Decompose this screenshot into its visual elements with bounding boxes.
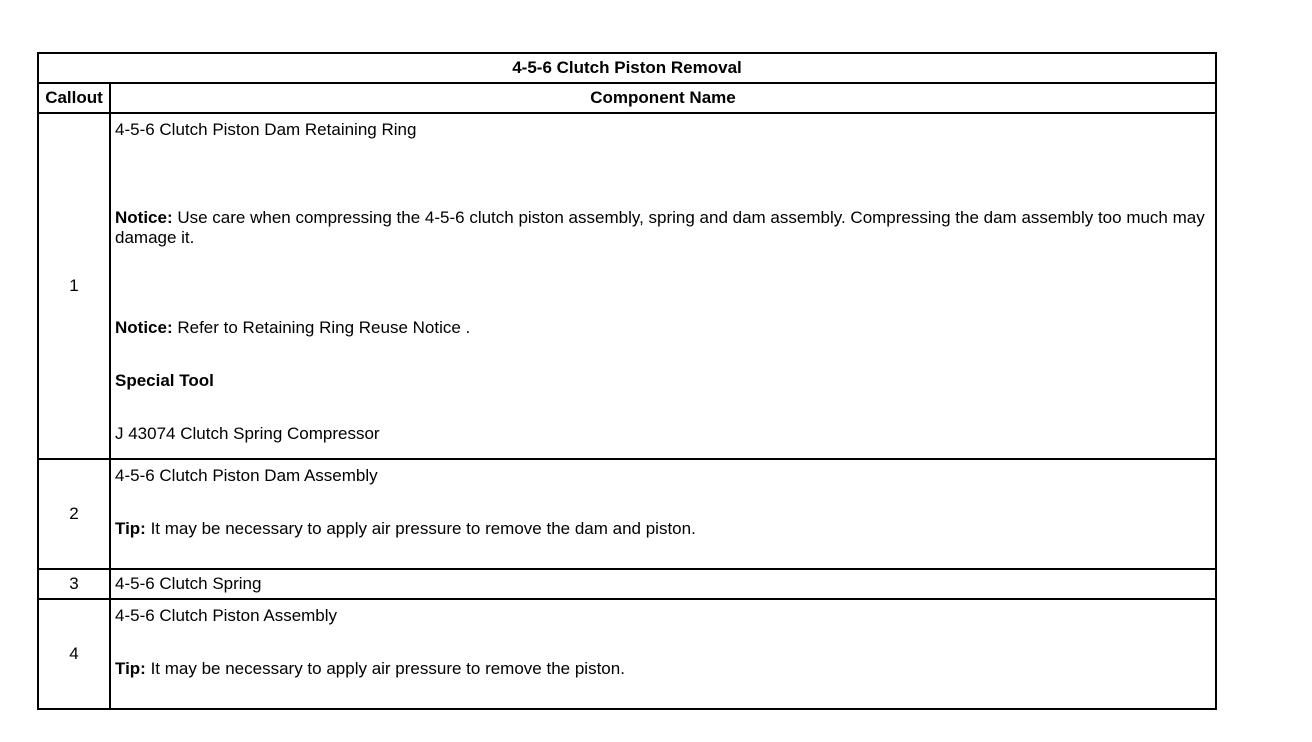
special-tool-name: J 43074 Clutch Spring Compressor	[115, 424, 380, 443]
notice-paragraph	[115, 318, 1211, 338]
table-row	[38, 459, 1216, 569]
notice-label: Notice:	[115, 318, 173, 337]
table-row	[38, 599, 1216, 709]
component-cell	[110, 599, 1216, 709]
tip-label: Tip:	[115, 659, 146, 678]
component-name: 4-5-6 Clutch Piston Dam Retaining Ring	[115, 120, 417, 139]
component-name-header: Component Name	[110, 83, 1216, 113]
callout-number: 3	[38, 569, 110, 599]
component-name: 4-5-6 Clutch Piston Dam Assembly	[115, 466, 378, 485]
notice-text: Refer to Retaining Ring Reuse Notice .	[172, 318, 471, 337]
procedure-table	[37, 52, 1217, 710]
callout-number: 2	[38, 459, 110, 569]
tip-paragraph	[115, 659, 1211, 679]
tip-paragraph	[115, 519, 1211, 539]
tip-label: Tip:	[115, 519, 146, 538]
component-cell	[110, 569, 1216, 599]
callout-number: 1	[38, 113, 110, 459]
special-tool-label: Special Tool	[115, 371, 214, 390]
table-title: 4-5-6 Clutch Piston Removal	[38, 53, 1216, 83]
component-cell	[110, 459, 1216, 569]
callout-number: 4	[38, 599, 110, 709]
notice-label: Notice:	[115, 208, 173, 227]
component-name: 4-5-6 Clutch Spring	[115, 574, 262, 593]
table-row	[38, 569, 1216, 599]
notice-paragraph	[115, 208, 1211, 248]
callout-header: Callout	[38, 83, 110, 113]
table-row	[38, 113, 1216, 459]
component-cell	[110, 113, 1216, 459]
tip-text: It may be necessary to apply air pressure to remove the piston.	[145, 659, 625, 678]
notice-text: Use care when compressing the 4-5-6 clutch piston assembly, spring and dam assembly. Compressing the dam assembly too much may damage it.	[115, 208, 1205, 247]
component-name: 4-5-6 Clutch Piston Assembly	[115, 606, 338, 625]
tip-text: It may be necessary to apply air pressure to remove the dam and piston.	[145, 519, 696, 538]
